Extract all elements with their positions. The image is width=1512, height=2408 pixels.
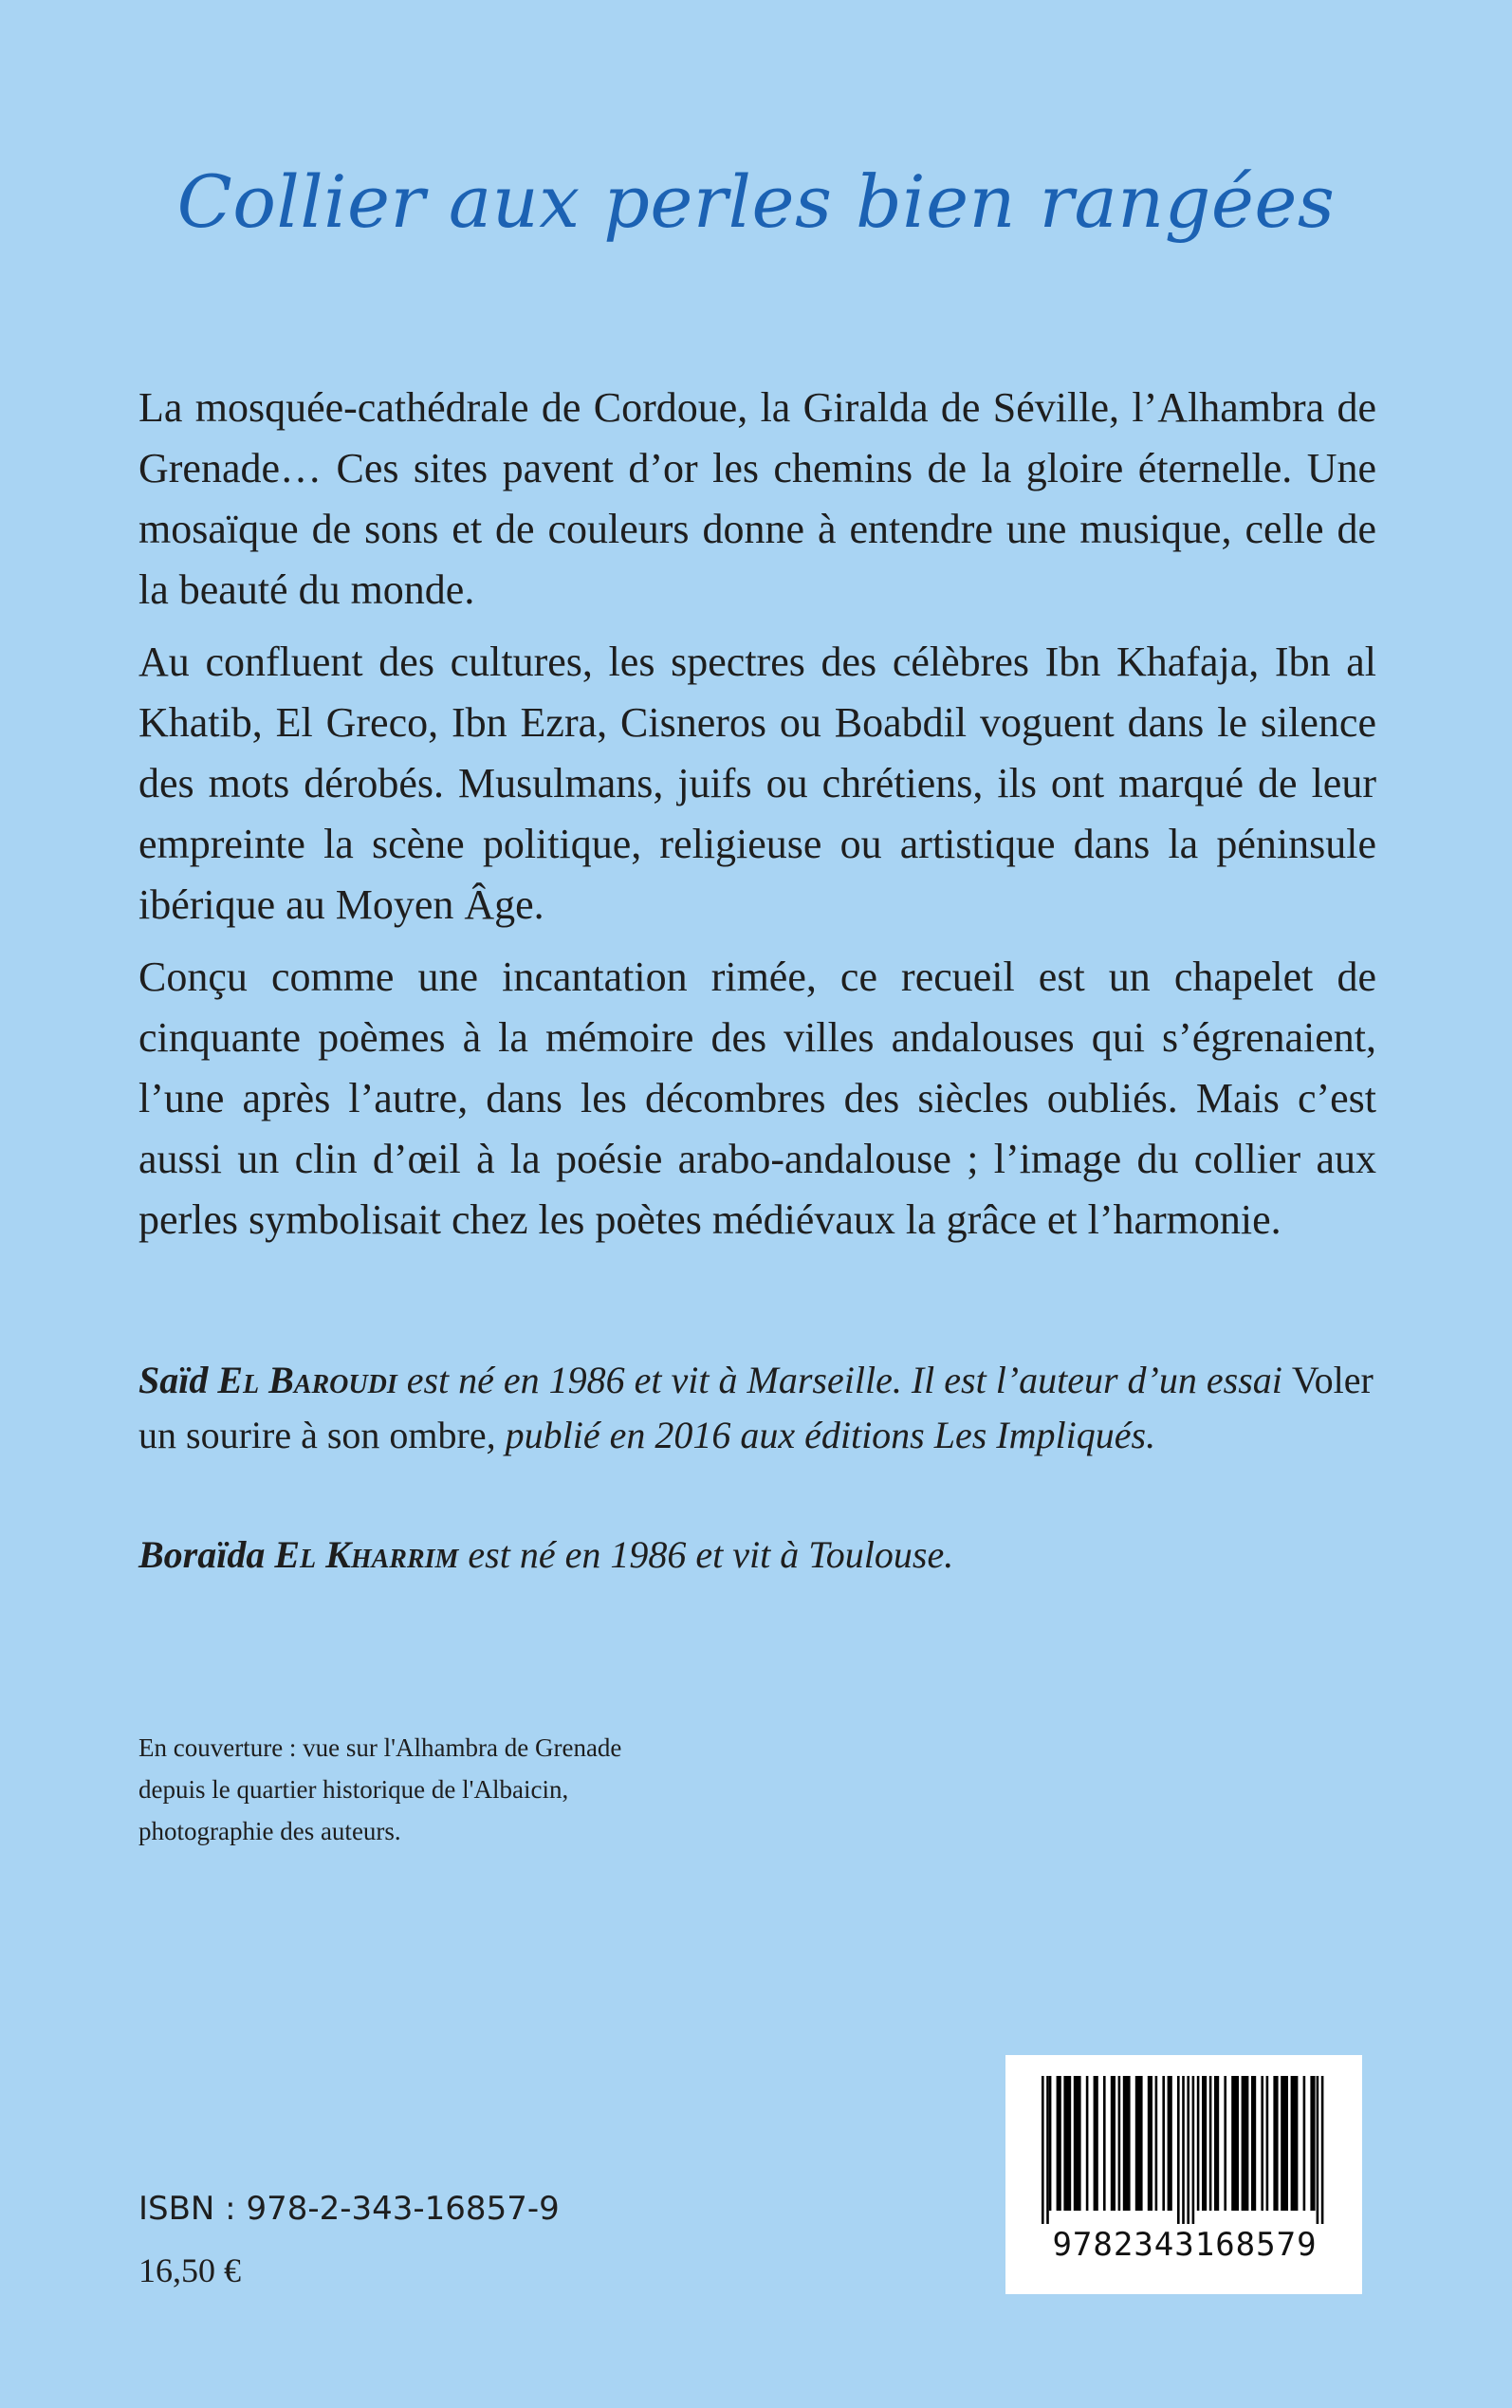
author-1-bio-text-end: , publié en 2016 aux éditions Les Impliqués. [486,1414,1156,1456]
author-bio-1 [138,1353,1376,1463]
barcode-bar [1303,2076,1306,2211]
credit-line: En couverture : vue sur l'Alhambra de Grenade [138,1733,622,1762]
isbn: ISBN : 978-2-343-16857-9 [138,2190,560,2228]
barcode-bar [1261,2076,1263,2211]
barcode-bar [1123,2076,1131,2211]
barcode-bar [1224,2076,1226,2211]
author-2-first-name: Boraïda [138,1533,266,1576]
credit-line: depuis le quartier historique de l'Albaicin, [138,1775,569,1804]
barcode-bar [1321,2076,1324,2224]
barcode-bar [1310,2076,1315,2211]
author-1-essay-title: Voler un sourire à son ombre [138,1359,1374,1456]
author-2-bio-text: est né en 1986 et vit à Toulouse. [458,1533,954,1576]
back-cover-blurb [138,378,1376,1262]
barcode-bar [1209,2076,1212,2211]
barcode-bar [1187,2076,1189,2224]
author-1-first-name: Saïd [138,1359,209,1401]
cover-photo-credit [138,1727,802,1852]
barcode-bar [1063,2076,1071,2211]
author-bio-2 [138,1528,1376,1583]
blurb-paragraph: Au confluent des cultures, les spectres des célèbres Ibn Khafaja, Ibn al Khatib, El Greco, Ibn Ezra, Cisneros ou Boabdil voguent dans le silence des mots dérobés. Musulmans, juifs ou chrétiens, ils ont marqué de leur empreinte la scène politique, religieuse ou artistique dans la péninsule ibérique au Moyen Âge. [138,639,1376,928]
barcode-bar [1094,2076,1098,2211]
barcode-bar [1197,2076,1200,2211]
barcode-bar [1168,2076,1172,2211]
barcode-bar [1118,2076,1121,2211]
barcode-bar [1182,2076,1185,2224]
barcode-bar [1317,2076,1319,2224]
barcode [1005,2055,1362,2294]
barcode-bar [1291,2076,1299,2211]
barcode-bar [1273,2076,1278,2211]
author-2-last-name: El Kharrim [274,1533,459,1576]
barcode-bar [1202,2076,1207,2211]
blurb-paragraph: Conçu comme une incantation rimée, ce recueil est un chapelet de cinquante poèmes à la mémoire des villes andalouses qui s’égrenaient, l’une après l’autre, dans les décombres des siècles oubliés. Mais c’est aussi un clin d’œil à la poésie arabo-andalouse ; l’image du collier aux perles symbolisait chez les poètes médiévaux la grâce et l’harmonie. [138,954,1376,1243]
credit-line: photographie des auteurs. [138,1817,401,1845]
barcode-bar [1042,2076,1044,2224]
barcode-bar [1192,2076,1195,2224]
barcode-bar [1074,2076,1081,2211]
barcode-bar [1046,2076,1049,2224]
price: 16,50 € [138,2251,241,2289]
barcode-bar [1266,2076,1269,2211]
barcode-number: 9782343168579 [1052,2226,1318,2264]
barcode-bar [1251,2076,1256,2211]
barcode-bar [1155,2076,1158,2211]
barcode-bar [1057,2076,1061,2211]
barcode-bar [1103,2076,1106,2211]
barcode-bar [1177,2076,1180,2224]
barcode-bar [1162,2076,1165,2211]
blurb-paragraph: La mosquée-cathédrale de Cordoue, la Giralda de Séville, l’Alhambra de Grenade… Ces sites pavent d’or les chemins de la gloire éternelle. Une mosaïque de sons et de couleurs donne à entendre une musique, celle de la beauté du monde. [138,384,1376,613]
barcode-bar [1214,2076,1219,2211]
author-1-last-name: El Baroudi [217,1359,397,1401]
barcode-bar [1242,2076,1249,2211]
barcode-bar [1148,2076,1152,2211]
author-1-bio-text: est né en 1986 et vit à Marseille. Il est l’auteur d’un essai [396,1359,1292,1401]
barcode-bars [1042,2076,1326,2224]
barcode-bar [1135,2076,1143,2211]
book-title: Collier aux perles bien rangées [176,159,1336,244]
barcode-bar [1281,2076,1288,2211]
barcode-bar [1086,2076,1089,2211]
barcode-bar [1111,2076,1116,2211]
barcode-bar [1231,2076,1239,2211]
barcode-bar [1049,2076,1052,2211]
